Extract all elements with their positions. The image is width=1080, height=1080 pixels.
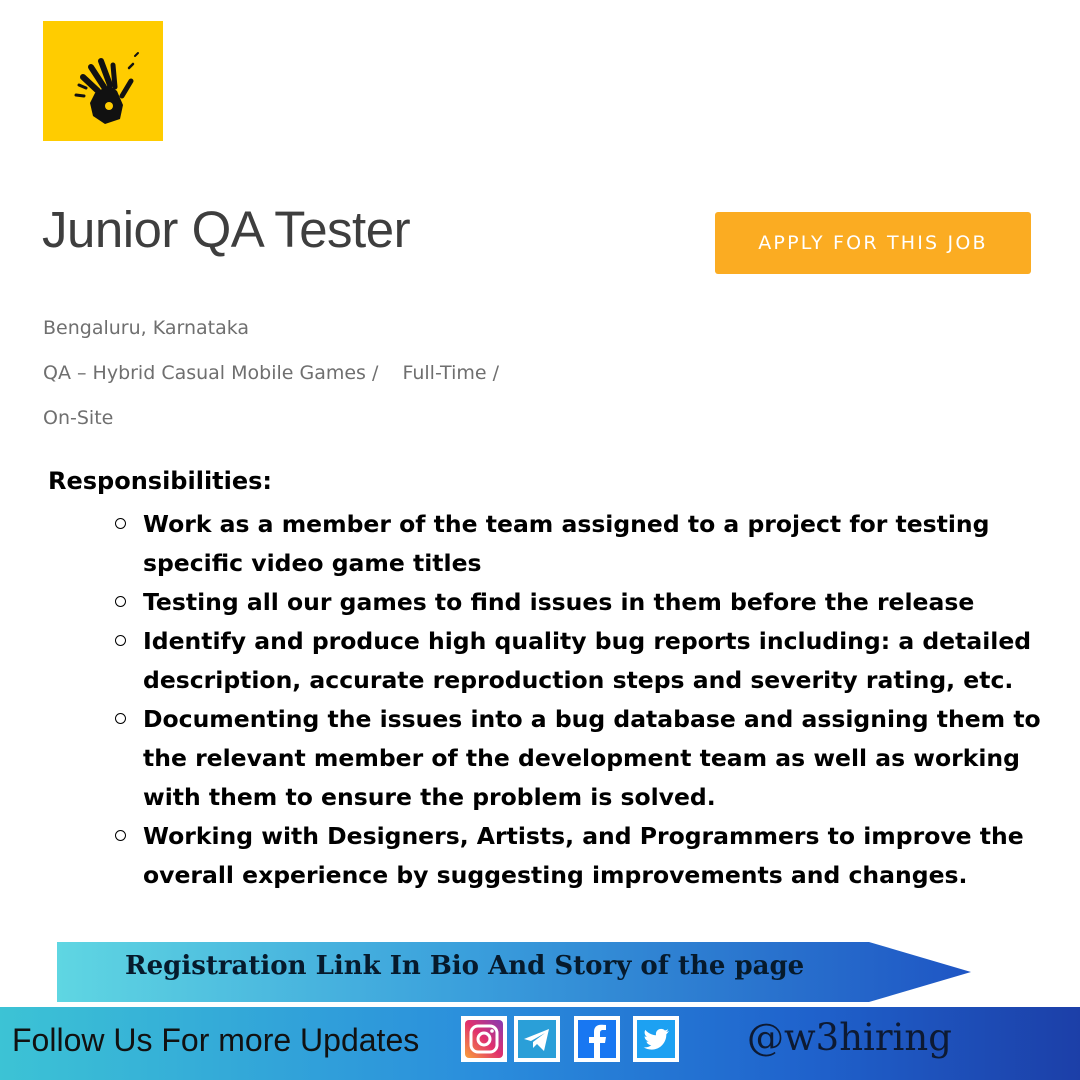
bullet-icon: [115, 518, 126, 529]
job-type: Full-Time /: [402, 362, 499, 384]
responsibility-text: Work as a member of the team assigned to a project for testing specific video game titles: [143, 510, 990, 577]
responsibilities-heading: Responsibilities:: [48, 467, 273, 495]
facebook-icon[interactable]: [574, 1016, 620, 1062]
twitter-icon[interactable]: [633, 1016, 679, 1062]
responsibility-item: [115, 583, 1060, 622]
responsibilities-list: [115, 505, 1060, 895]
registration-banner-text: Registration Link In Bio And Story of the page: [125, 951, 805, 981]
responsibility-text: Testing all our games to find issues in them before the release: [143, 588, 975, 616]
bullet-icon: [115, 596, 126, 607]
job-workplace: On-Site: [43, 407, 114, 429]
social-handle[interactable]: @w3hiring: [747, 1016, 952, 1059]
instagram-icon[interactable]: [461, 1016, 507, 1062]
job-category: QA – Hybrid Casual Mobile Games /: [43, 362, 379, 384]
follow-text: Follow Us For more Updates: [12, 1022, 420, 1058]
responsibility-text: Working with Designers, Artists, and Programmers to improve the overall experience by suggesting improvements and changes.: [143, 822, 1024, 889]
bullet-icon: [115, 635, 126, 646]
bullet-icon: [115, 713, 126, 724]
responsibility-item: [115, 505, 1060, 583]
responsibility-text: Documenting the issues into a bug database and assigning them to the relevant member of the development team as well as working with them to ensure the problem is solved.: [143, 705, 1041, 811]
job-category-row: [43, 362, 499, 384]
company-logo: [43, 21, 163, 141]
apply-button[interactable]: APPLY FOR THIS JOB: [715, 212, 1031, 274]
responsibility-item: [115, 622, 1060, 700]
handprint-icon: [43, 21, 163, 141]
responsibility-item: [115, 817, 1060, 895]
job-location: Bengaluru, Karnataka: [43, 317, 250, 339]
responsibility-text: Identify and produce high quality bug reports including: a detailed description, accurate reproduction steps and severity rating, etc.: [143, 627, 1032, 694]
responsibility-item: [115, 700, 1060, 817]
telegram-icon[interactable]: [514, 1016, 560, 1062]
job-title: Junior QA Tester: [42, 201, 411, 258]
bullet-icon: [115, 830, 126, 841]
